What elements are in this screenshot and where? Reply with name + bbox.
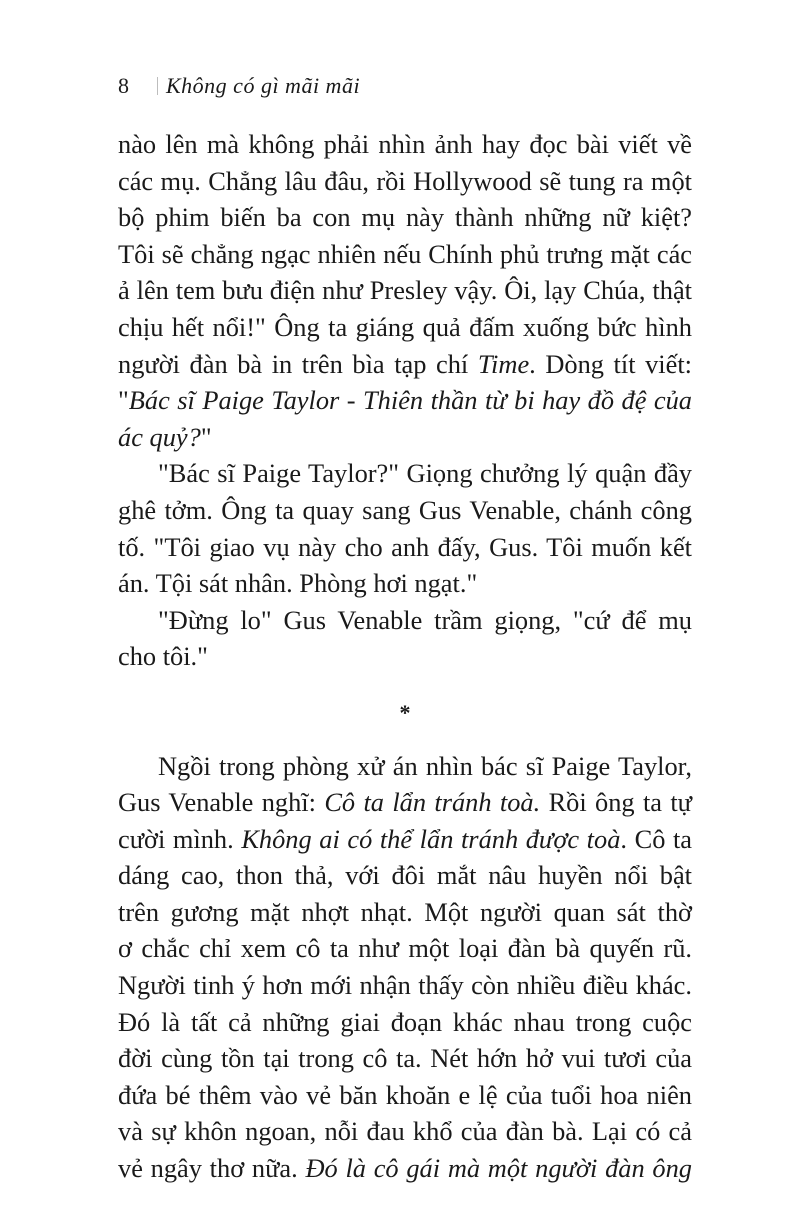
- text-run: án. Tội sát nhân. Phòng hơi ngạt.": [118, 568, 478, 599]
- text-run: người đàn bà in trên bìa tạp chí: [118, 348, 478, 379]
- text-line: [118, 382, 692, 419]
- italic-text: Không ai có thể lẩn tránh được toà: [241, 823, 621, 854]
- text-line: [118, 967, 692, 1004]
- text-line: [118, 529, 692, 566]
- text-run: chịu hết nổi!" Ông ta giáng quả đấm xuống bức hình: [118, 311, 692, 342]
- text-line: [118, 163, 692, 200]
- text-line: [118, 309, 692, 346]
- text-run: Gus Venable nghĩ:: [118, 787, 325, 818]
- gap: [118, 732, 692, 748]
- text-line: [118, 126, 692, 163]
- text-line: [118, 748, 692, 785]
- text-run: Rồi ông ta tự: [540, 787, 692, 818]
- text-run: các mụ. Chẳng lâu đâu, rồi Hollywood sẽ tung ra một: [118, 165, 692, 196]
- text-run: và sự khôn ngoan, nỗi đau khổ của đàn bà. Lại có cả: [118, 1116, 692, 1147]
- text-run: ả lên tem bưu điện như Presley vậy. Ôi, lạy Chúa, thật: [118, 275, 692, 306]
- text-run: . Cô ta: [620, 823, 693, 854]
- text-line: [118, 346, 692, 383]
- text-line: [118, 638, 692, 675]
- text-line: [118, 565, 692, 602]
- text-run: "Đừng lo" Gus Venable trầm giọng, "cứ để mụ: [158, 604, 692, 635]
- text-run: cười mình.: [118, 823, 242, 854]
- text-run: nào lên mà không phải nhìn ảnh hay đọc bài viết về: [118, 129, 692, 159]
- header-divider: [157, 77, 158, 95]
- text-run: "Bác sĩ Paige Taylor?" Giọng chưởng lý quận đầy: [158, 458, 692, 489]
- text-line: [118, 199, 692, 236]
- text-run: dáng cao, thon thả, với đôi mắt nâu huyền nổi bật: [118, 860, 692, 891]
- text-block-2: [118, 748, 692, 1187]
- gap: [118, 675, 692, 691]
- text-run: ơ chắc chỉ xem cô ta như một loại đàn bà quyến rũ.: [118, 933, 692, 964]
- text-line: [118, 1150, 692, 1187]
- text-run: ghê tởm. Ông ta quay sang Gus Venable, chánh công: [118, 494, 692, 525]
- text-line: [118, 419, 692, 456]
- page-body: [118, 126, 692, 1187]
- text-run: ": [118, 385, 129, 416]
- text-run: trên gương mặt nhợt nhạt. Một người quan sát thờ: [118, 896, 692, 927]
- text-line: [118, 821, 692, 858]
- italic-text: Bác sĩ Paige Taylor - Thiên thần từ bi hay đồ đệ của: [128, 385, 692, 416]
- text-line: [118, 784, 692, 821]
- text-line: [118, 272, 692, 309]
- text-block-1: [118, 126, 692, 675]
- book-title: Không có gì mãi mãi: [166, 73, 361, 98]
- text-run: Tôi sẽ chẳng ngạc nhiên nếu Chính phủ trưng mặt các: [118, 238, 692, 269]
- text-line: [118, 894, 692, 931]
- section-separator: *: [399, 699, 411, 725]
- italic-text: Đó là cô gái mà một người đàn ông: [305, 1153, 692, 1184]
- text-line: [118, 857, 692, 894]
- italic-text: Time: [477, 348, 530, 379]
- text-run: cho tôi.": [118, 641, 208, 672]
- text-run: Đó là tất cả những giai đoạn khác nhau trong cuộc: [118, 1006, 692, 1037]
- text-line: [118, 455, 692, 492]
- text-line: [118, 602, 692, 639]
- text-line: [118, 236, 692, 273]
- text-run: vẻ ngây thơ nữa.: [118, 1153, 306, 1184]
- text-run: đời cùng tồn tại trong cô ta. Nét hớn hở vui tươi của: [118, 1043, 692, 1074]
- text-run: ": [200, 421, 212, 452]
- text-run: đứa bé thêm vào vẻ băn khoăn e lệ của tuổi hoa niên: [118, 1079, 692, 1110]
- italic-text: Cô ta lẩn tránh toà.: [324, 787, 541, 818]
- text-run: Ngồi trong phòng xử án nhìn bác sĩ Paige Taylor,: [158, 750, 692, 781]
- text-line: [118, 1040, 692, 1077]
- text-line: [118, 1113, 692, 1150]
- text-line: [118, 1004, 692, 1041]
- text-run: bộ phim biến ba con mụ này thành những nữ kiệt?: [118, 202, 692, 233]
- italic-text: ác quỷ?: [118, 421, 201, 452]
- text-line: [118, 492, 692, 529]
- text-line: [118, 930, 692, 967]
- text-run: . Dòng tít viết:: [529, 348, 693, 379]
- running-header: [118, 70, 360, 102]
- text-line: [118, 1077, 692, 1114]
- text-run: tố. "Tôi giao vụ này cho anh đấy, Gus. Tôi muốn kết: [118, 531, 692, 562]
- text-run: Người tinh ý hơn mới nhận thấy còn nhiều điều khác.: [118, 970, 692, 1001]
- page-number: 8: [118, 73, 129, 98]
